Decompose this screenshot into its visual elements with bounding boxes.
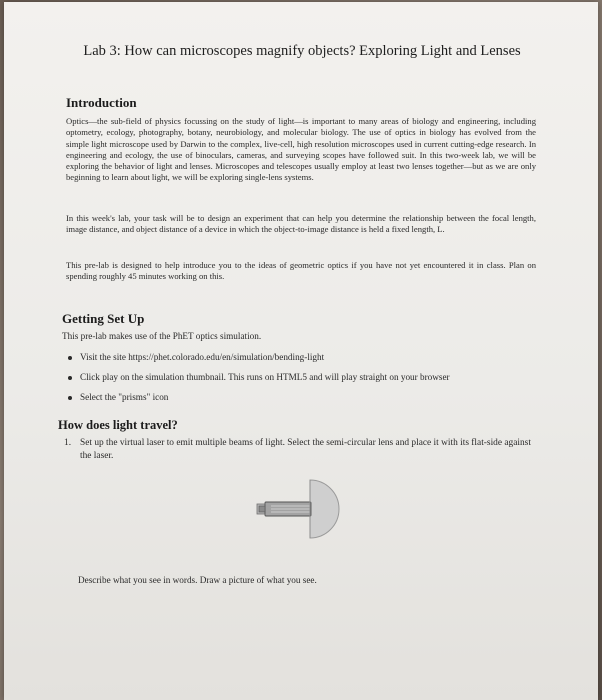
setup-bullet-3 — [68, 391, 538, 403]
introduction-paragraph-3: This pre-lab is designed to help introduce you to the ideas of geometric optics if you have not yet encountered it in class. Plan on spending roughly 45 minutes working on this. — [66, 260, 536, 282]
getting-set-up-heading: Getting Set Up — [62, 311, 145, 326]
introduction-heading: Introduction — [66, 95, 137, 110]
question-1-text: Set up the virtual laser to emit multiple beams of light. Select the semi-circular lens and place it with its flat-side against the laser. — [80, 438, 531, 461]
describe-prompt: Describe what you see in words. Draw a picture of what you see. — [78, 575, 317, 585]
getting-set-up-intro: This pre-lab makes use of the PhET optics simulation. — [62, 331, 262, 341]
light-travel-heading: How does light travel? — [58, 418, 178, 432]
semicircular-lens — [310, 480, 339, 538]
setup-bullet-1-text: Visit the site https://phet.colorado.edu/en/simulation/bending-light — [80, 352, 325, 362]
bullet-icon — [68, 396, 72, 400]
introduction-paragraph-2: In this week's lab, your task will be to design an experiment that can help you determine the relationship between the focal length, image distance, and object distance of a device in which the object-to-image distance is held a fixed length, L. — [66, 213, 536, 235]
lab-title: Lab 3: How can microscopes magnify objects? Exploring Light and Lenses — [83, 43, 521, 59]
setup-bullet-2 — [68, 371, 548, 383]
question-1-number: 1. — [64, 438, 72, 448]
bullet-icon — [68, 356, 72, 360]
introduction-paragraph-1: Optics—the sub-field of physics focussing on the study of light—is important to many areas of biology and engineering, including optometry, ecology, photography, botany, neurobiology, and molecular biology. The use of optics in biology has evolved from the simple light microscope used by Darwin to the complex, live-cell, high resolution microscopes used in current cutting-edge research. In engineering and ecology, the use of binoculars, cameras, and surveying scopes have followed suit. In this two-week lab, we will be exploring the behavior of light and lenses. Microscopes and telescopes usually employ at least two lenses together—but as we are only beginning to learn about light, we will be exploring single-lens systems. — [66, 116, 536, 183]
bullet-icon — [68, 376, 72, 380]
setup-bullet-1 — [68, 351, 538, 363]
setup-bullet-3-text: Select the "prisms" icon — [80, 392, 169, 402]
setup-bullet-2-text: Click play on the simulation thumbnail. This runs on HTML5 and will play straight on your browser — [80, 372, 450, 382]
laser-button — [259, 506, 265, 512]
laser-lens-diagram — [255, 476, 355, 542]
